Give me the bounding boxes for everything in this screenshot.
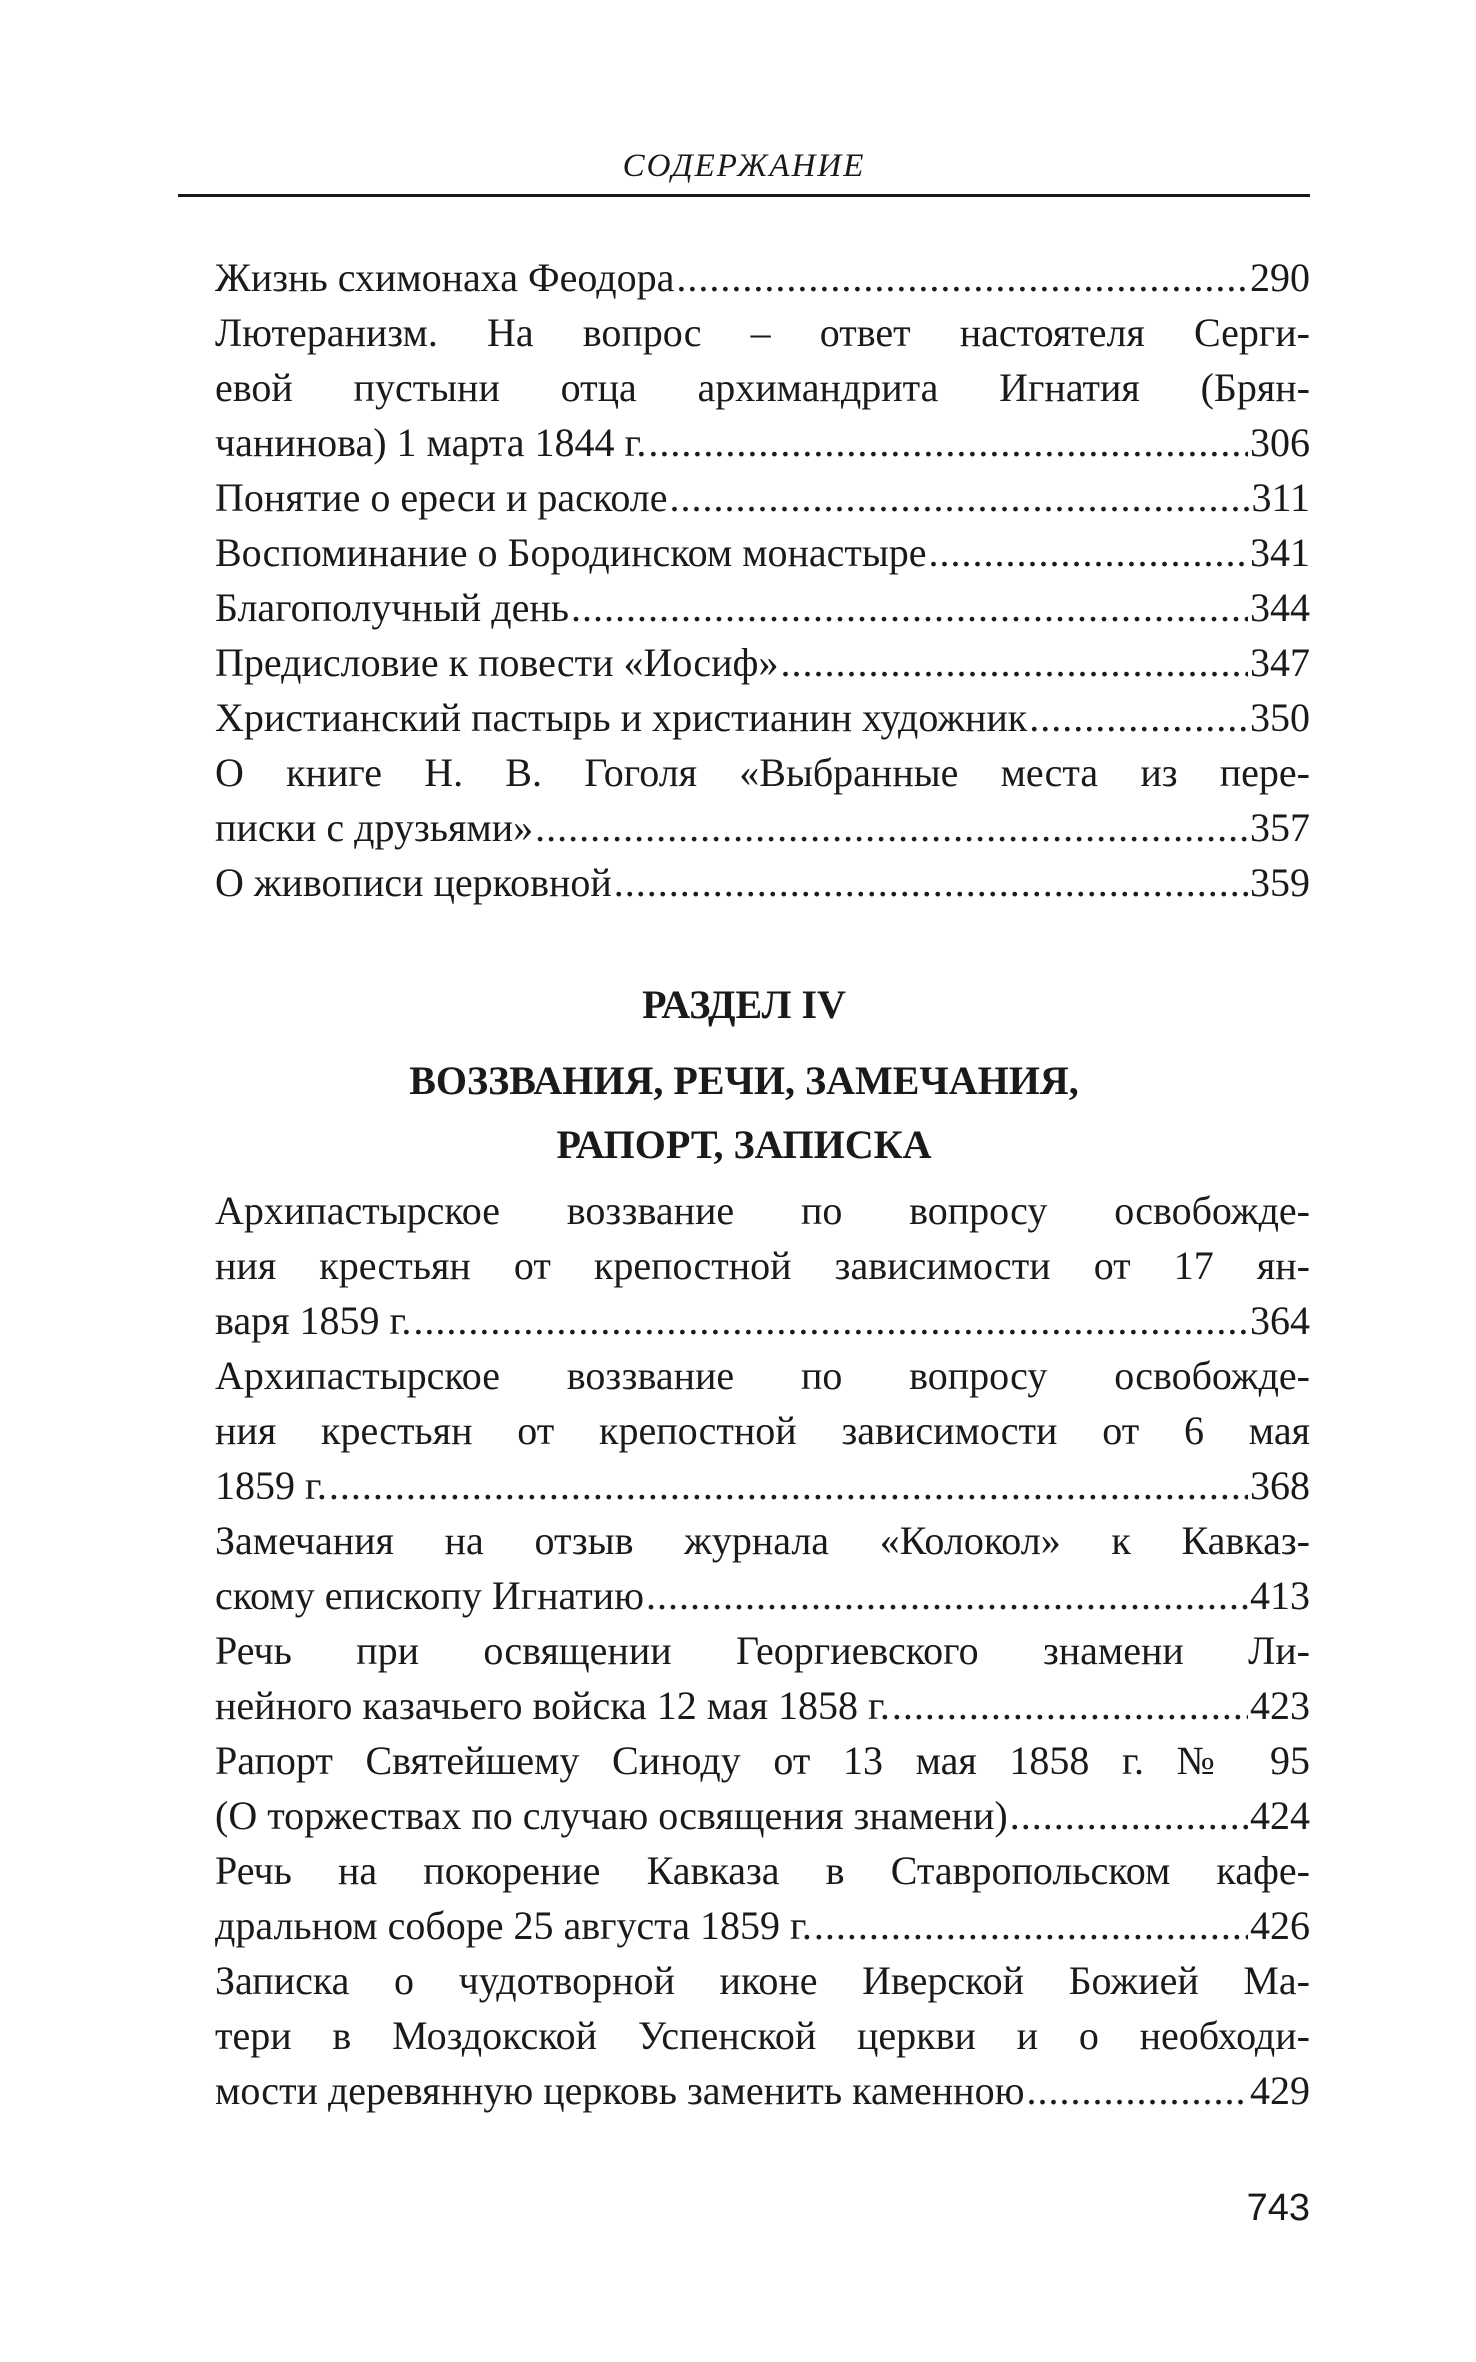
- dot-leader: [329, 1458, 1248, 1513]
- toc-entry: [215, 1183, 1310, 1348]
- toc-entry-last-line: [215, 635, 1310, 690]
- dot-leader: [892, 1678, 1248, 1733]
- toc-entry-title: чанинова) 1 марта 1844 г.: [215, 420, 647, 465]
- toc-entry: [215, 250, 1310, 305]
- dot-leader: [929, 525, 1248, 580]
- toc-entry-title: Жизнь схимонаха Феодора: [215, 255, 675, 300]
- toc-page-number: 364: [1250, 1298, 1310, 1343]
- toc-entry-last-line: [215, 1788, 1310, 1843]
- dot-leader: [648, 415, 1248, 470]
- dot-leader: [646, 1568, 1248, 1623]
- dot-leader: [535, 800, 1248, 855]
- toc-entry-last-line: [215, 250, 1310, 305]
- toc-entry-title: мости деревянную церковь заменить каменною: [215, 2068, 1025, 2113]
- toc-entry-title: скому епископу Игнатию: [215, 1573, 645, 1618]
- toc-entry-line: Замечания на отзыв журнала «Колокол» к Кавказ-: [215, 1518, 1310, 1563]
- toc-entry-title: 1859 г.: [215, 1463, 327, 1508]
- toc-entry: [215, 525, 1310, 580]
- toc-page-number: 359: [1250, 860, 1310, 905]
- toc-list-part2: [215, 1183, 1310, 2118]
- toc-entry-last-line: [215, 2063, 1310, 2118]
- toc-page-number: 424: [1250, 1793, 1310, 1838]
- toc-entry-line: О книге Н. В. Гоголя «Выбранные места из пере-: [215, 750, 1310, 795]
- toc-entry-last-line: [215, 525, 1310, 580]
- toc-entry-title: Благополучный день: [215, 585, 569, 630]
- toc-entry-line: тери в Моздокской Успенской церкви и о необходи-: [215, 2013, 1310, 2058]
- section-title-line: РАПОРТ, ЗАПИСКА: [556, 1122, 932, 1167]
- toc-entry: [215, 690, 1310, 745]
- toc-entry: [215, 635, 1310, 690]
- toc-list-part1: [215, 250, 1310, 910]
- toc-entry-line: Рапорт Святейшему Синоду от 13 мая 1858 г. № 95: [215, 1738, 1310, 1783]
- toc-entry: [215, 1513, 1310, 1623]
- toc-entry: [215, 745, 1310, 855]
- running-head: СОДЕРЖАНИЕ: [622, 148, 866, 184]
- toc-entry: [215, 580, 1310, 635]
- toc-entry: [215, 1733, 1310, 1843]
- toc-entry-line: ния крестьян от крепостной зависимости от 6 мая: [215, 1408, 1310, 1453]
- toc-entry: [215, 305, 1310, 470]
- toc-entry-last-line: [215, 1458, 1310, 1513]
- dot-leader: [571, 580, 1248, 635]
- toc-page-number: 290: [1250, 255, 1310, 300]
- toc-entry-line: евой пустыни отца архимандрита Игнатия (Брян-: [215, 365, 1310, 410]
- toc-page-number: 423: [1250, 1683, 1310, 1728]
- toc-entry-last-line: [215, 1293, 1310, 1348]
- toc-page-number: 426: [1250, 1903, 1310, 1948]
- toc-entry-line: Лютеранизм. На вопрос – ответ настоятеля Серги-: [215, 310, 1310, 355]
- toc-page-number: 344: [1250, 585, 1310, 630]
- toc-page-number: 341: [1250, 530, 1310, 575]
- toc-entry-last-line: [215, 1568, 1310, 1623]
- toc-entry-last-line: [215, 580, 1310, 635]
- dot-leader: [814, 1898, 1248, 1953]
- toc-entry-line: Записка о чудотворной иконе Иверской Божией Ма-: [215, 1958, 1310, 2003]
- toc-page-number: 357: [1250, 805, 1310, 850]
- toc-page-number: 306: [1250, 420, 1310, 465]
- toc-entry-title: Христианский пастырь и христианин художник: [215, 695, 1028, 740]
- dot-leader: [670, 470, 1250, 525]
- toc-entry-line: Речь при освящении Георгиевского знамени Ли-: [215, 1628, 1310, 1673]
- page-number: 743: [1246, 2187, 1310, 2229]
- section-title-line: ВОЗЗВАНИЯ, РЕЧИ, ЗАМЕЧАНИЯ,: [409, 1058, 1079, 1103]
- dot-leader: [614, 855, 1248, 910]
- toc-entry: [215, 1348, 1310, 1513]
- dot-leader: [1026, 2063, 1248, 2118]
- toc-entry-title: Воспоминание о Бородинском монастыре: [215, 530, 927, 575]
- section-number: РАЗДЕЛ IV: [642, 982, 846, 1027]
- dot-leader: [413, 1293, 1248, 1348]
- dot-leader: [676, 250, 1248, 305]
- toc-entry-title: Понятие о ереси и расколе: [215, 475, 668, 520]
- toc-entry-last-line: [215, 800, 1310, 855]
- toc-entry: [215, 1623, 1310, 1733]
- toc-entry-title: О живописи церковной: [215, 860, 612, 905]
- toc-entry-title: писки с друзьями»: [215, 805, 534, 850]
- toc-entry-line: ния крестьян от крепостной зависимости от 17 ян-: [215, 1243, 1310, 1288]
- toc-entry-line: Архипастырское воззвание по вопросу освобожде-: [215, 1188, 1310, 1233]
- toc-entry: [215, 855, 1310, 910]
- header-rule: [178, 194, 1310, 197]
- dot-leader: [1010, 1788, 1248, 1843]
- toc-entry: [215, 470, 1310, 525]
- toc-entry-last-line: [215, 855, 1310, 910]
- toc-entry-last-line: [215, 1678, 1310, 1733]
- toc-page-number: 311: [1251, 475, 1310, 520]
- toc-entry-title: Предисловие к повести «Иосиф»: [215, 640, 779, 685]
- toc-entry: [215, 1843, 1310, 1953]
- toc-entry-last-line: [215, 690, 1310, 745]
- toc-entry: [215, 1953, 1310, 2118]
- dot-leader: [780, 635, 1248, 690]
- toc-page-number: 350: [1250, 695, 1310, 740]
- toc-entry-title: дральном соборе 25 августа 1859 г.: [215, 1903, 812, 1948]
- toc-entry-last-line: [215, 415, 1310, 470]
- toc-page-number: 429: [1250, 2068, 1310, 2113]
- toc-entry-last-line: [215, 1898, 1310, 1953]
- toc-page-number: 413: [1250, 1573, 1310, 1618]
- toc-entry-title: варя 1859 г.: [215, 1298, 412, 1343]
- toc-page-number: 347: [1250, 640, 1310, 685]
- toc-entry-line: Архипастырское воззвание по вопросу освобожде-: [215, 1353, 1310, 1398]
- section-title: [178, 1049, 1310, 1177]
- toc-entry-title: (О торжествах по случаю освящения знамени): [215, 1793, 1008, 1838]
- toc-entry-line: Речь на покорение Кавказа в Ставропольском кафе-: [215, 1848, 1310, 1893]
- toc-entry-title: нейного казачьего войска 12 мая 1858 г.: [215, 1683, 890, 1728]
- toc-page-number: 368: [1250, 1463, 1310, 1508]
- dot-leader: [1029, 690, 1248, 745]
- toc-entry-last-line: [215, 470, 1310, 525]
